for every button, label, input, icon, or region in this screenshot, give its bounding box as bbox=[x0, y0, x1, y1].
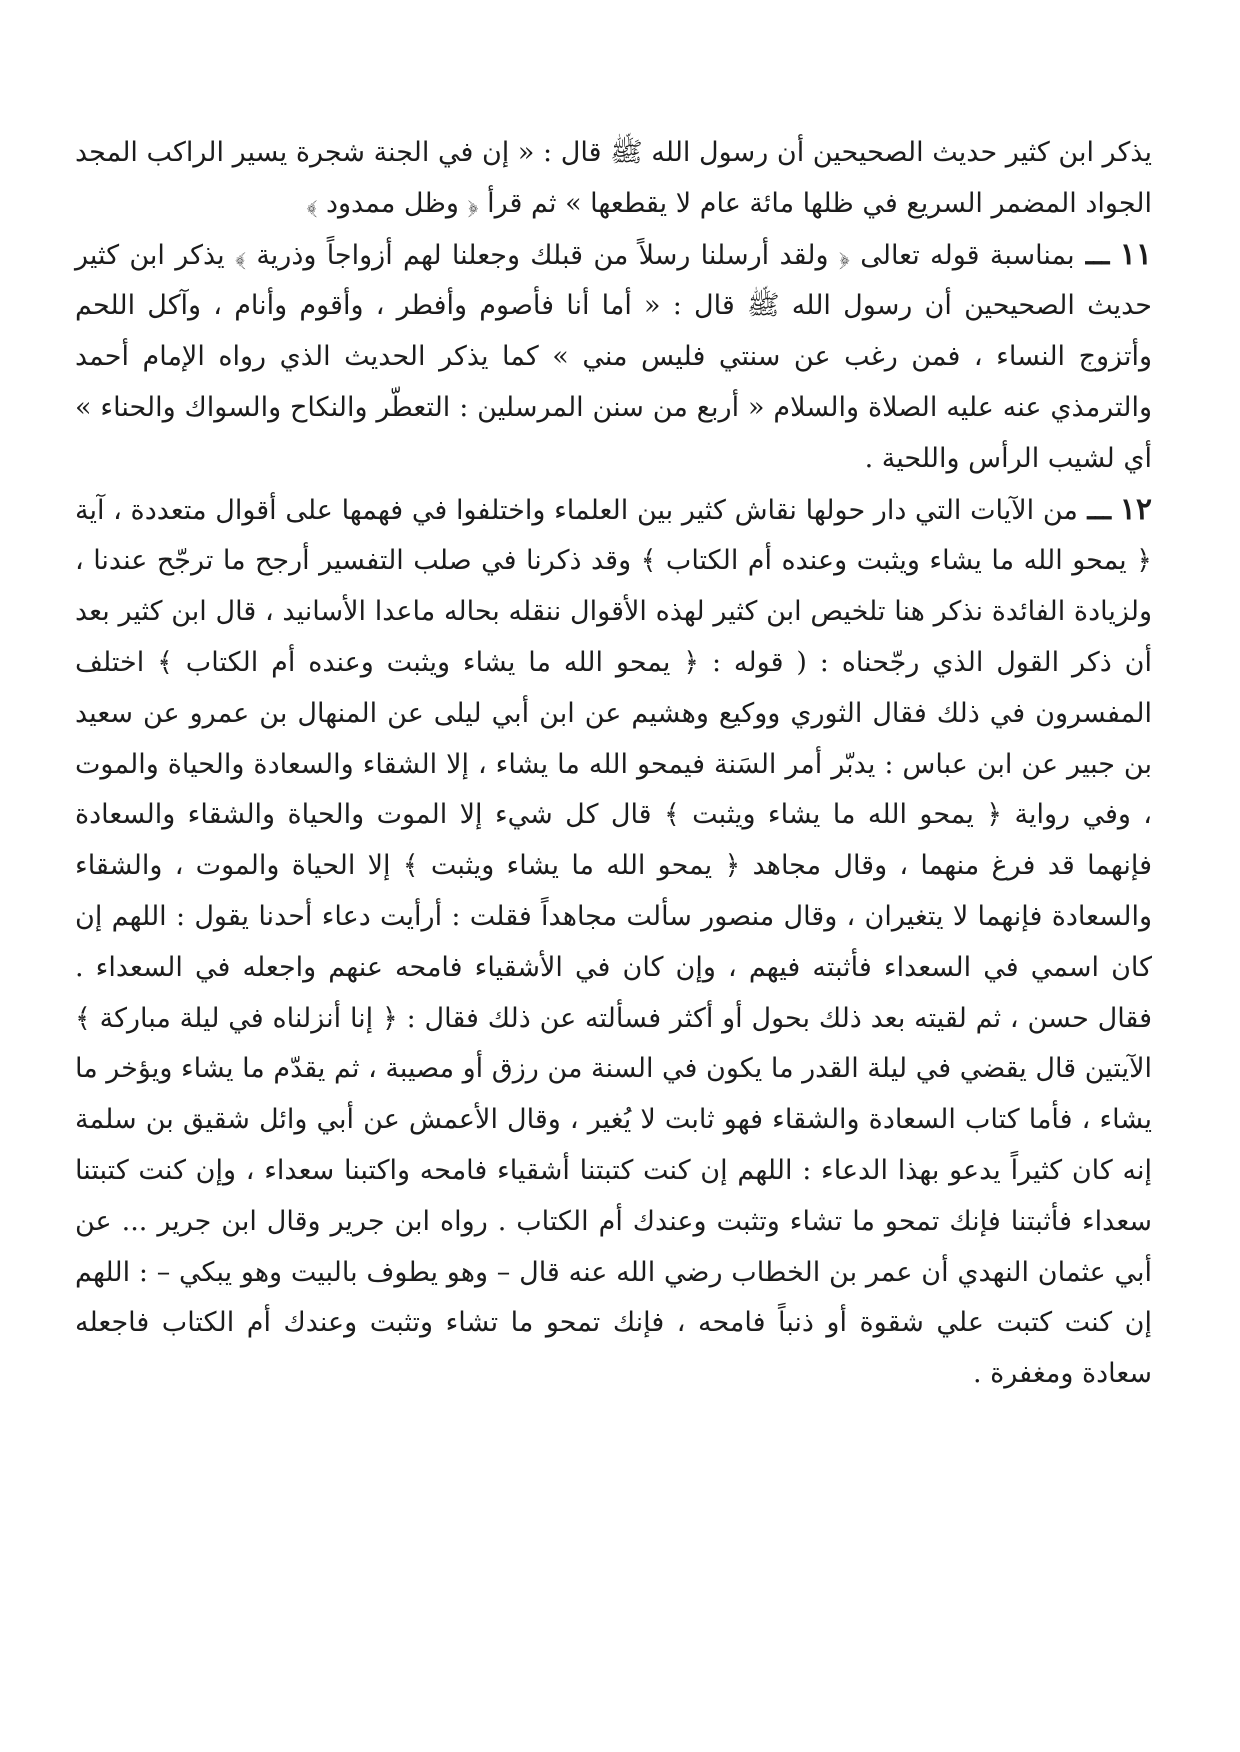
paragraph-11 bbox=[75, 230, 1152, 485]
number-dash: ـــ bbox=[1074, 239, 1110, 271]
paragraph-text: بمناسبة قوله تعالى ﴿ ولقد أرسلنا رسلاً من قبلك وجعلنا لهم أزواجاً وذرية ﴾ يذكر ابن كثير حديث الصحيحين أن رسول الله ﷺ قال : « أما أنا فأصوم وأفطر ، وأقوم وأنام ، وآكل اللحم وأتزوج النساء ، فمن رغب عن سنتي فليس مني » كما يذكر الحديث الذي رواه الإمام أحمد والترمذي عنه عليه الصلاة والسلام « أربع من سنن المرسلين : التعطّر والنكاح والسواك والحناء » أي لشيب الرأس واللحية . bbox=[75, 239, 1152, 474]
paragraph-hadith-shade-tree bbox=[75, 128, 1152, 230]
paragraph-12 bbox=[75, 485, 1152, 1400]
paragraph-number: ١٢ bbox=[1119, 491, 1153, 527]
paragraph-text: يذكر ابن كثير حديث الصحيحين أن رسول الله ﷺ قال : « إن في الجنة شجرة يسير الراكب المجد الجواد المضمر السريع في ظلها مائة عام لا يقطعها » ثم قرأ ﴿ وظل ممدود ﴾ bbox=[75, 137, 1152, 219]
paragraph-text: من الآيات التي دار حولها نقاش كثير بين العلماء واختلفوا في فهمها على أقوال متعددة ، آية ﴿ يمحو الله ما يشاء ويثبت وعنده أم الكتاب ﴾ وقد ذكرنا في صلب التفسير أرجح ما ترجّح عندنا ، ولزيادة الفائدة نذكر هنا تلخيص ابن كثير لهذه الأقوال ننقله بحاله ماعدا الأسانيد ، قال ابن كثير بعد أن ذكر القول الذي رجّحناه : ( قوله : ﴿ يمحو الله ما يشاء ويثبت وعنده أم الكتاب ﴾ اختلف المفسرون في ذلك فقال الثوري ووكيع وهشيم عن ابن أبي ليلى عن المنهال بن عمرو عن سعيد بن جبير عن ابن عباس : يدبّر أمر السَنة فيمحو الله ما يشاء ، إلا الشقاء والسعادة والحياة والموت ، وفي رواية ﴿ يمحو الله ما يشاء ويثبت ﴾ قال كل شيء إلا الموت والحياة والشقاء والسعادة فإنهما قد فرغ منهما ، وقال مجاهد ﴿ يمحو الله ما يشاء ويثبت ﴾ إلا الحياة والموت ، والشقاء والسعادة فإنهما لا يتغيران ، وقال منصور سألت مجاهداً فقلت : أرأيت دعاء أحدنا يقول : اللهم إن كان اسمي في السعداء فأثبته فيهم ، وإن كان في الأشقياء فامحه عنهم واجعله في السعداء . فقال حسن ، ثم لقيته بعد ذلك بحول أو أكثر فسألته عن ذلك فقال : ﴿ إنا أنزلناه في ليلة مباركة ﴾ الآيتين قال يقضي في ليلة القدر ما يكون في السنة من رزق أو مصيبة ، ثم يقدّم ما يشاء ويؤخر ما يشاء ، فأما كتاب السعادة والشقاء فهو ثابت لا يُغير ، وقال الأعمش عن أبي وائل شقيق بن سلمة إنه كان كثيراً يدعو بهذا الدعاء : اللهم إن كنت كتبتنا أشقياء فامحه واكتبنا سعداء ، وإن كنت كتبتنا سعداء فأثبتنا فإنك تمحو ما تشاء وتثبت وعندك أم الكتاب . رواه ابن جرير وقال ابن جرير ... عن أبي عثمان النهدي أن عمر بن الخطاب رضي الله عنه قال – وهو يطوف بالبيت وهو يبكي – : اللهم إن كنت كتبت علي شقوة أو ذنباً فامحه ، فإنك تمحو ما تشاء وتثبت وعندك أم الكتاب فاجعله سعادة ومغفرة . bbox=[75, 494, 1152, 1390]
number-dash: ـــ bbox=[1077, 494, 1112, 526]
paragraph-number: ١١ bbox=[1119, 236, 1152, 272]
